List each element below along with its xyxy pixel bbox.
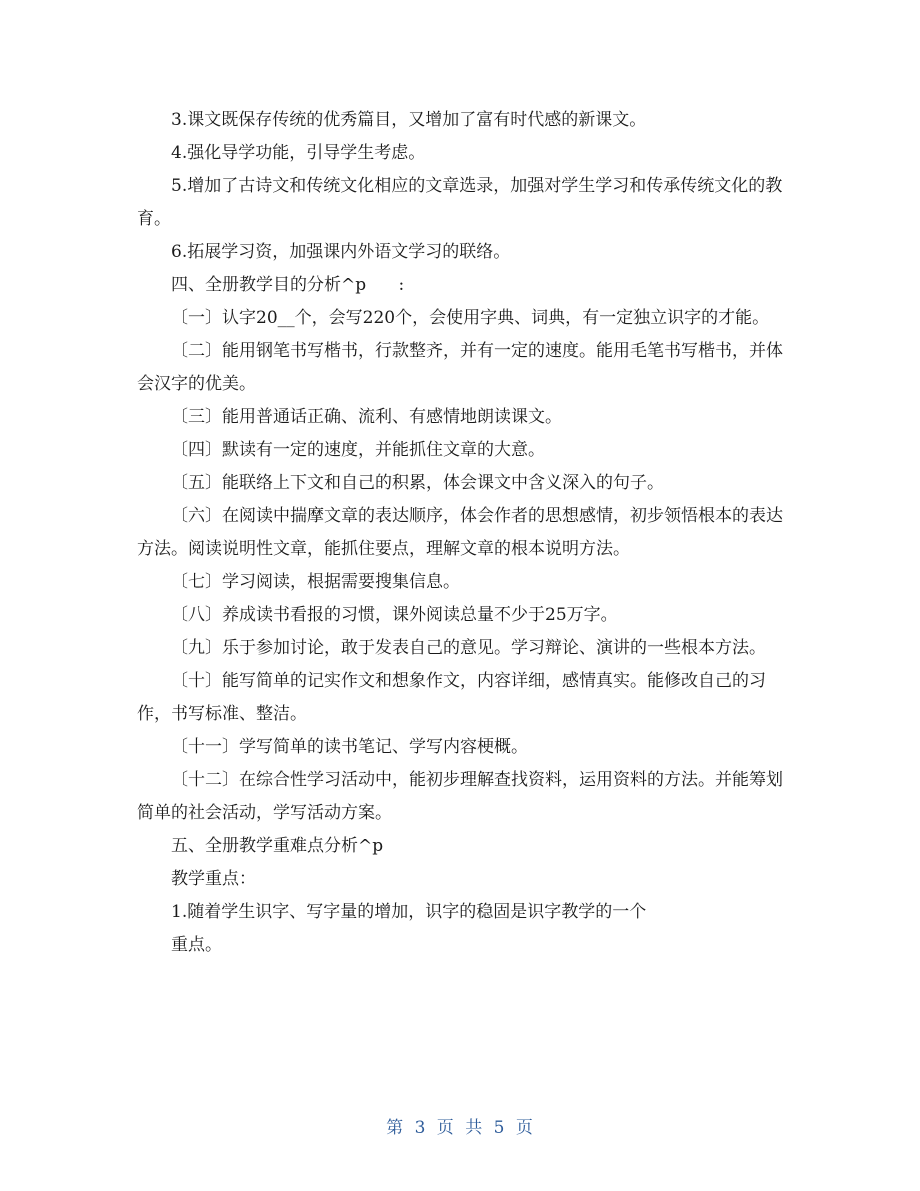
goal-item-11: 〔十一〕学写简单的读书笔记、学写内容梗概。 [171, 737, 528, 757]
goal-item-2: 〔二〕能用钢笔书写楷书，行款整齐，并有一定的速度。能用毛笔书写楷书，并体会汉字的优美。 [137, 341, 783, 394]
section-heading-5: 五、全册教学重难点分析^p [171, 836, 384, 856]
footer-total-pages: 5 [493, 1118, 506, 1138]
goal-item-9: 〔九〕乐于参加讨论，敢于发表自己的意见。学习辩论、演讲的一些根本方法。 [171, 638, 766, 658]
page-footer [0, 1113, 920, 1138]
footer-current-page: 3 [414, 1118, 427, 1138]
footer-label-unit2: 页 [515, 1118, 534, 1138]
goal-item-10: 〔十〕能写简单的记实作文和想象作文，内容详细，感情真实。能修改自己的习作，书写标准、整洁。 [137, 671, 766, 724]
goal-item-6: 〔六〕在阅读中揣摩文章的表达顺序，体会作者的思想感情，初步领悟根本的表达方法。阅读说明性文章，能抓住要点，理解文章的根本说明方法。 [137, 506, 783, 559]
goal-item-7: 〔七〕学习阅读，根据需要搜集信息。 [171, 572, 460, 592]
paragraph-item-3: 3.课文既保存传统的优秀篇目，又增加了富有时代感的新课文。 [171, 110, 647, 130]
footer-label-total: 共 [465, 1118, 484, 1138]
goal-item-12: 〔十二〕在综合性学习活动中，能初步理解查找资料，运用资料的方法。并能筹划简单的社会活动，学写活动方案。 [137, 770, 783, 823]
goal-item-3: 〔三〕能用普通话正确、流利、有感情地朗读课文。 [171, 407, 562, 427]
goal-item-8: 〔八〕养成读书看报的习惯，课外阅读总量不少于25万字。 [171, 605, 618, 625]
goal-item-4: 〔四〕默读有一定的速度，并能抓住文章的大意。 [171, 440, 545, 460]
section-heading-4: 四、全册教学目的分析^p : [171, 275, 405, 295]
subheading-key-points: 教学重点： [171, 869, 256, 889]
key-point-item-1-cont: 重点。 [171, 935, 222, 955]
footer-label-page: 第 [386, 1118, 405, 1138]
paragraph-item-5: 5.增加了古诗文和传统文化相应的文章选录，加强对学生学习和传承传统文化的教育。 [137, 176, 783, 229]
goal-item-1: 〔一〕认字20__个，会写220个，会使用字典、词典，有一定独立识字的才能。 [171, 308, 770, 328]
document-body [137, 104, 787, 962]
paragraph-item-4: 4.强化导学功能，引导学生考虑。 [171, 143, 426, 163]
goal-item-5: 〔五〕能联络上下文和自己的积累，体会课文中含义深入的句子。 [171, 473, 664, 493]
footer-label-unit: 页 [436, 1118, 455, 1138]
paragraph-item-6: 6.拓展学习资，加强课内外语文学习的联络。 [171, 242, 511, 262]
key-point-item-1: 1.随着学生识字、写字量的增加，识字的稳固是识字教学的一个 [171, 902, 647, 922]
